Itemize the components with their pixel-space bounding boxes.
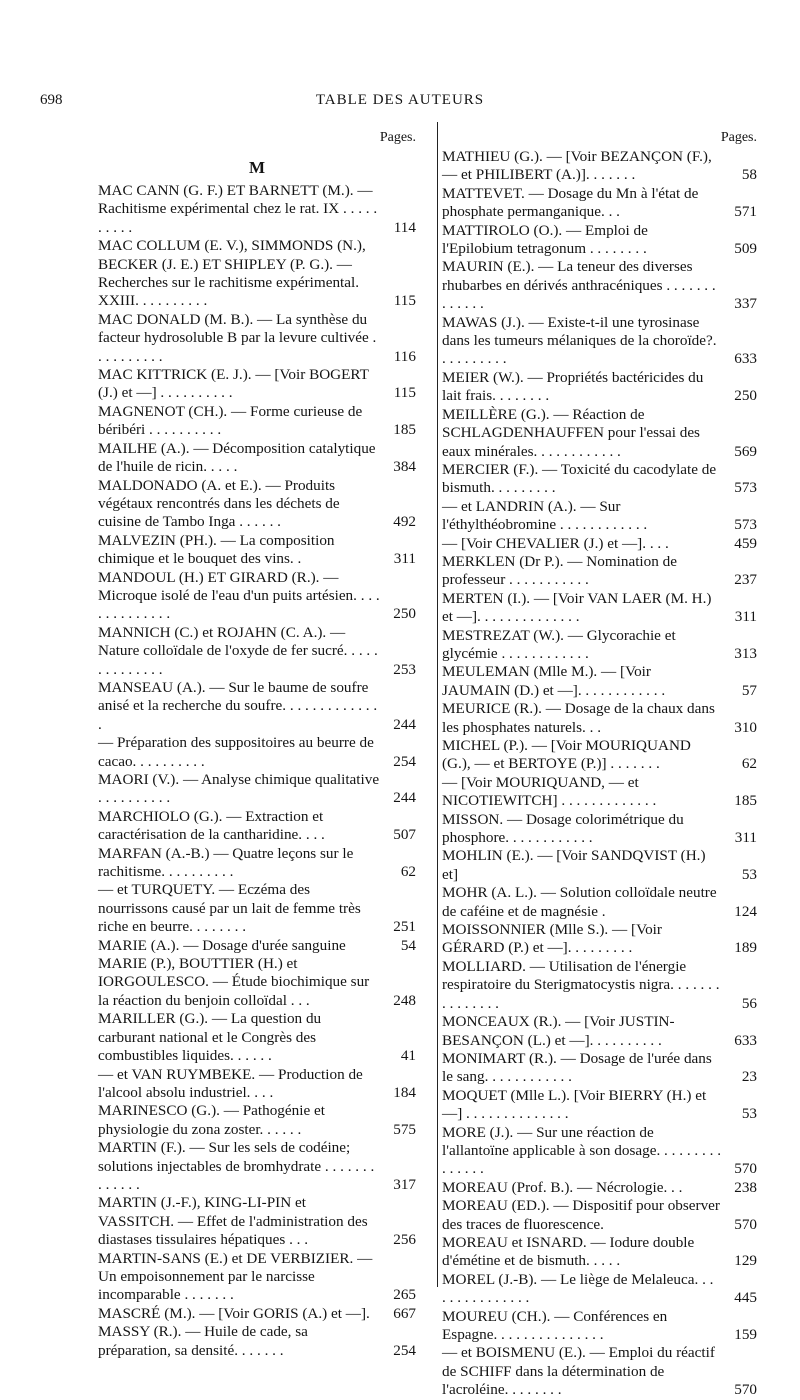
right-column [442, 128, 757, 1400]
index-entry [98, 440, 416, 477]
page-number: 698 [40, 92, 63, 108]
entry-text: MATTIROLO (O.). — Emploi de l'Epilobium tetragonum . . . . . . . . [442, 221, 648, 258]
entry-text: MARTIN-SANS (E.) et DE VERBIZIER. — Un empoisonnement par le narcisse incomparable . . . . . . . [98, 1249, 373, 1304]
entry-text: MONCEAUX (R.). — [Voir JUSTIN-BESANÇON (L.) et —]. . . . . . . . . . [442, 1013, 675, 1049]
index-entry [98, 1102, 416, 1139]
entry-page-number: 265 [393, 1286, 416, 1304]
entry-page-number: 509 [734, 240, 757, 258]
index-entry [442, 921, 757, 958]
entry-page-number: 62 [400, 863, 416, 881]
entry-text: MALDONADO (A. et E.). — Produits végétaux rencontrés dans les déchets de cuisine de Tambo Inga . . . . . . [98, 476, 340, 531]
index-entry [98, 311, 416, 366]
index-entry [442, 369, 757, 406]
left-column [98, 128, 416, 1360]
entry-page-number: 116 [393, 347, 416, 365]
entry-page-number: 124 [734, 902, 757, 920]
entry-text: MOREAU (Prof. B.). — Nécrologie. . . [442, 1178, 683, 1196]
index-entry [98, 1066, 416, 1103]
entry-text: MARTIN (J.-F.), KING-LI-PIN et VASSITCH. — Effet de l'administration des diastases tissulaires hépatiques . . . [98, 1194, 368, 1249]
entry-text: MOQUET (Mlle L.). [Voir BIERRY (H.) et —] . . . . . . . . . . . . . . [442, 1086, 707, 1123]
entry-text: MAC COLLUM (E. V.), SIMMONDS (N.), BECKER (J. E.) ET SHIPLEY (P. G.). — Recherches sur le rachitisme expérimental. XXIII. . . . . . . . . . [98, 237, 366, 310]
entry-page-number: 189 [734, 939, 757, 957]
index-entry [442, 627, 757, 664]
entry-text: MAILHE (A.). — Décomposition catalytique de l'huile de ricin. . . . . [98, 439, 376, 476]
entry-page-number: 667 [393, 1304, 416, 1322]
entry-text: MAC KITTRICK (E. J.). — [Voir BOGERT (J.) et —] . . . . . . . . . . [98, 366, 369, 402]
entry-text: MANSEAU (A.). — Sur le baume de soufre anisé et la recherche du soufre. . . . . . . . . . . . . . [98, 678, 378, 733]
entry-page-number: 237 [734, 571, 757, 589]
index-entry [442, 884, 757, 921]
entry-page-number: 507 [393, 826, 416, 844]
entry-page-number: 254 [393, 1341, 416, 1359]
entry-page-number: 244 [393, 715, 416, 733]
index-entry [98, 1010, 416, 1065]
entry-text: MALVEZIN (PH.). — La composition chimique et le bouquet des vins. . [98, 531, 335, 568]
entry-text: MOREAU et ISNARD. — Iodure double d'émétine et de bismuth. . . . . [442, 1233, 695, 1270]
index-entry [442, 1124, 757, 1179]
index-entry [98, 937, 416, 955]
entry-page-number: 311 [734, 608, 757, 626]
entry-page-number: 253 [393, 660, 416, 678]
entry-page-number: 317 [393, 1175, 416, 1193]
entry-page-number: 310 [734, 718, 757, 736]
entry-text: MISSON. — Dosage colorimétrique du phosphore. . . . . . . . . . . . [442, 810, 684, 847]
entry-text: MEURICE (R.). — Dosage de la chaux dans les phosphates naturels. . . [442, 700, 715, 736]
entry-text: MASCRÉ (M.). — [Voir GORIS (A.) et —]. [98, 1304, 370, 1322]
entry-text: MARIE (A.). — Dosage d'urée sanguine [98, 936, 346, 954]
entry-text: — [Voir CHEVALIER (J.) et —]. . . . [442, 534, 669, 552]
entry-text: MEULEMAN (Mlle M.). — [Voir JAUMAIN (D.) et —]. . . . . . . . . . . . [442, 663, 666, 699]
index-entry [442, 700, 757, 737]
entry-page-number: 185 [393, 421, 416, 439]
index-entry [98, 624, 416, 679]
index-entry [442, 1308, 757, 1345]
entry-page-number: 159 [734, 1326, 757, 1343]
entry-text: MAWAS (J.). — Existe-t-il une tyrosinase dans les tumeurs mélaniques de la choroïde?. . . . . . . . . . [442, 313, 717, 368]
entry-text: — et LANDRIN (A.). — Sur l'éthylthéobromine . . . . . . . . . . . . [442, 497, 648, 534]
entry-page-number: 115 [393, 384, 416, 402]
index-entry [442, 1344, 757, 1399]
index-entry [98, 881, 416, 936]
index-entry [442, 774, 757, 811]
index-entry [442, 461, 757, 498]
entry-text: MOREL (J.-B). — Le liège de Melaleuca. . . . . . . . . . . . . . . [442, 1270, 714, 1307]
index-entry [442, 737, 757, 774]
index-entry [98, 955, 416, 1010]
entry-page-number: 571 [734, 203, 757, 221]
entry-text: MESTREZAT (W.). — Glycorachie et glycémie . . . . . . . . . . . . [442, 626, 676, 662]
index-entry [442, 222, 757, 259]
entry-page-number: 184 [393, 1083, 416, 1101]
entry-page-number: 633 [734, 350, 757, 368]
entry-list [98, 182, 416, 1360]
index-entry [442, 148, 757, 185]
entry-page-number: 570 [734, 1381, 757, 1399]
entry-page-number: 311 [393, 550, 416, 568]
entry-text: MERKLEN (Dr P.). — Nomination de professeur . . . . . . . . . . . [442, 552, 677, 589]
section-letter: M [248, 158, 266, 177]
index-entry [442, 406, 757, 461]
index-entry [98, 477, 416, 532]
entry-page-number: 445 [734, 1289, 757, 1307]
entry-page-number: 41 [400, 1047, 416, 1065]
entry-page-number: 337 [734, 295, 757, 313]
entry-text: MATTEVET. — Dosage du Mn à l'état de phosphate permanganique. . . [442, 184, 699, 221]
index-entry [98, 237, 416, 311]
running-title: TABLE DES AUTEURS [315, 92, 485, 108]
index-entry [98, 569, 416, 624]
index-entry [442, 535, 757, 553]
entry-page-number: 384 [393, 458, 416, 476]
entry-page-number: 185 [734, 792, 757, 810]
entry-page-number: 248 [393, 991, 416, 1009]
entry-text: MAC CANN (G. F.) ET BARNETT (M.). — Rachitisme expérimental chez le rat. IX . . . . . . . . . . [98, 182, 378, 236]
entry-page-number: 633 [734, 1031, 757, 1049]
entry-text: MASSY (R.). — Huile de cade, sa préparation, sa densité. . . . . . . [98, 1323, 308, 1359]
entry-page-number: 570 [734, 1160, 757, 1178]
entry-page-number: 114 [393, 218, 416, 236]
entry-text: MOHR (A. L.). — Solution colloïdale neutre de caféine et de magnésie . [442, 884, 717, 920]
index-entry [442, 258, 757, 313]
index-entry [98, 182, 416, 237]
entry-text: — [Voir MOURIQUAND, — et NICOTIEWITCH] . . . . . . . . . . . . . [442, 773, 657, 810]
entry-page-number: 57 [741, 681, 757, 699]
entry-page-number: 251 [393, 918, 416, 936]
page-header [0, 92, 800, 116]
entry-page-number: 256 [393, 1231, 416, 1249]
entry-text: MATHIEU (G.). — [Voir BEZANÇON (F.), — et PHILIBERT (A.)]. . . . . . . [442, 148, 712, 184]
index-entry [442, 1050, 757, 1087]
index-entry [442, 590, 757, 627]
entry-text: — Préparation des suppositoires au beurre de cacao. . . . . . . . . . [98, 734, 374, 770]
index-entry [442, 1179, 757, 1197]
entry-text: — et BOISMENU (E.). — Emploi du réactif de SCHIFF dans la détermination de l'acroléine. . . . . . . . [442, 1344, 715, 1399]
entry-text: MANDOUL (H.) ET GIRARD (R.). — Microque isolé de l'eau d'un puits artésien. . . . . . . . . . . . . . [98, 568, 380, 623]
entry-page-number: 459 [734, 534, 757, 552]
column-divider [437, 122, 438, 1287]
entry-page-number: 56 [741, 994, 757, 1012]
entry-page-number: 244 [393, 789, 416, 807]
entry-page-number: 23 [741, 1068, 757, 1086]
entry-page-number: 573 [734, 479, 757, 497]
index-entry [442, 663, 757, 700]
entry-text: MARCHIOLO (G.). — Extraction et caractérisation de la cantharidine. . . . [98, 807, 325, 844]
entry-text: MAC DONALD (M. B.). — La synthèse du facteur hydrosoluble B par la levure cultivée . . . . . . . . . . [98, 310, 377, 365]
entry-text: MOISSONNIER (Mlle S.). — [Voir GÉRARD (P.) et —]. . . . . . . . . [442, 921, 662, 957]
index-entry [98, 808, 416, 845]
entry-page-number: 250 [393, 605, 416, 623]
entry-page-number: 58 [741, 166, 757, 184]
entry-text: MARINESCO (G.). — Pathogénie et physiologie du zona zoster. . . . . . [98, 1102, 325, 1138]
entry-text: MEILLÈRE (G.). — Réaction de SCHLAGDENHAUFFEN pour l'essai des eaux minérales. . . . . . . . . . . . [442, 405, 700, 460]
entry-page-number: 250 [734, 387, 757, 405]
index-entry [442, 185, 757, 222]
entry-page-number: 129 [734, 1252, 757, 1270]
entry-page-number: 492 [393, 513, 416, 531]
index-entry [98, 1139, 416, 1194]
entry-page-number: 54 [400, 936, 416, 954]
entry-text: MONIMART (R.). — Dosage de l'urée dans le sang. . . . . . . . . . . . [442, 1049, 712, 1086]
entry-page-number: 53 [741, 865, 757, 883]
entry-page-number: 570 [734, 1215, 757, 1233]
entry-text: MOHLIN (E.). — [Voir SANDQVIST (H.) et] [442, 847, 706, 883]
index-entry [442, 811, 757, 848]
entry-page-number: 573 [734, 516, 757, 534]
entry-page-number: 62 [741, 755, 757, 773]
entry-page-number: 311 [734, 829, 757, 847]
entry-text: MAURIN (E.). — La teneur des diverses rhubarbes en dérivés anthracéniques . . . . . . . . . . . . . [442, 258, 716, 313]
index-entry [442, 553, 757, 590]
index-entry [98, 403, 416, 440]
index-entry [98, 1194, 416, 1249]
index-entry [98, 366, 416, 403]
index-entry [442, 314, 757, 369]
index-entry [442, 1087, 757, 1124]
entry-text: MANNICH (C.) et ROJAHN (C. A.). — Nature colloïdale de l'oxyde de fer sucré. . . . . . . . . . . . . . [98, 623, 378, 678]
entry-text: MAGNENOT (CH.). — Forme curieuse de béribéri . . . . . . . . . . [98, 402, 363, 439]
entry-page-number: 115 [393, 292, 416, 310]
index-entry [98, 1323, 416, 1360]
entry-text: MORE (J.). — Sur une réaction de l'allantoïne applicable à son dosage. . . . . . . . . . . . . . . [442, 1123, 721, 1178]
entry-text: — et VAN RUYMBEKE. — Production de l'alcool absolu industriel. . . . [98, 1065, 363, 1101]
entry-page-number: 313 [734, 644, 757, 662]
index-entry [442, 958, 757, 1013]
entry-text: MEIER (W.). — Propriétés bactéricides du lait frais. . . . . . . . [442, 368, 704, 405]
entry-text: — et TURQUETY. — Eczéma des nourrissons causé par un lait de femme très riche en beurre. . . . . . . . [98, 881, 361, 936]
index-entry [98, 734, 416, 771]
entry-text: MARIE (P.), BOUTTIER (H.) et IORGOULESCO. — Étude biochimique sur la réaction du benjoin colloïdal . . . [98, 955, 370, 1009]
index-entry [442, 498, 757, 535]
entry-text: MARILLER (G.). — La question du carburant national et le Congrès des combustibles liquides. . . . . . [98, 1010, 322, 1065]
entry-text: MOREAU (ED.). — Dispositif pour observer des traces de fluorescence. [442, 1197, 720, 1233]
index-entry [442, 1234, 757, 1271]
entry-text: MERCIER (F.). — Toxicité du cacodylate de bismuth. . . . . . . . . [442, 460, 717, 497]
entry-text: MOUREU (CH.). — Conférences en Espagne. . . . . . . . . . . . . . . [442, 1307, 668, 1343]
entry-page-number: 238 [734, 1178, 757, 1196]
entry-page-number: 575 [393, 1120, 416, 1138]
index-entry [98, 845, 416, 882]
pages-heading: Pages. [379, 130, 416, 145]
pages-heading: Pages. [720, 130, 757, 145]
index-entry [98, 679, 416, 734]
index-entry [98, 1250, 416, 1305]
index-entry [442, 847, 757, 884]
entry-page-number: 53 [741, 1105, 757, 1123]
entry-text: MICHEL (P.). — [Voir MOURIQUAND (G.), — et BERTOYE (P.)] . . . . . . . [442, 737, 691, 773]
index-entry [442, 1197, 757, 1234]
entry-page-number: 569 [734, 442, 757, 460]
index-entry [98, 771, 416, 808]
index-entry [98, 1305, 416, 1323]
entry-text: MAORI (V.). — Analyse chimique qualitative . . . . . . . . . . [98, 771, 380, 807]
index-entry [442, 1013, 757, 1050]
index-entry [98, 532, 416, 569]
entry-text: MERTEN (I.). — [Voir VAN LAER (M. H.) et —]. . . . . . . . . . . . . . [442, 589, 712, 626]
index-entry [442, 1271, 757, 1308]
entry-text: MARFAN (A.-B.) — Quatre leçons sur le rachitisme. . . . . . . . . . [98, 844, 354, 881]
entry-text: MOLLIARD. — Utilisation de l'énergie respiratoire du Sterigmatocystis nigra. . . . . . . . . . . . . . . [442, 957, 720, 1012]
entry-page-number: 254 [393, 752, 416, 770]
entry-list [442, 148, 757, 1400]
entry-text: MARTIN (F.). — Sur les sels de codéine; solutions injectables de bromhydrate . . . . . . . . . . . . . [98, 1139, 375, 1193]
